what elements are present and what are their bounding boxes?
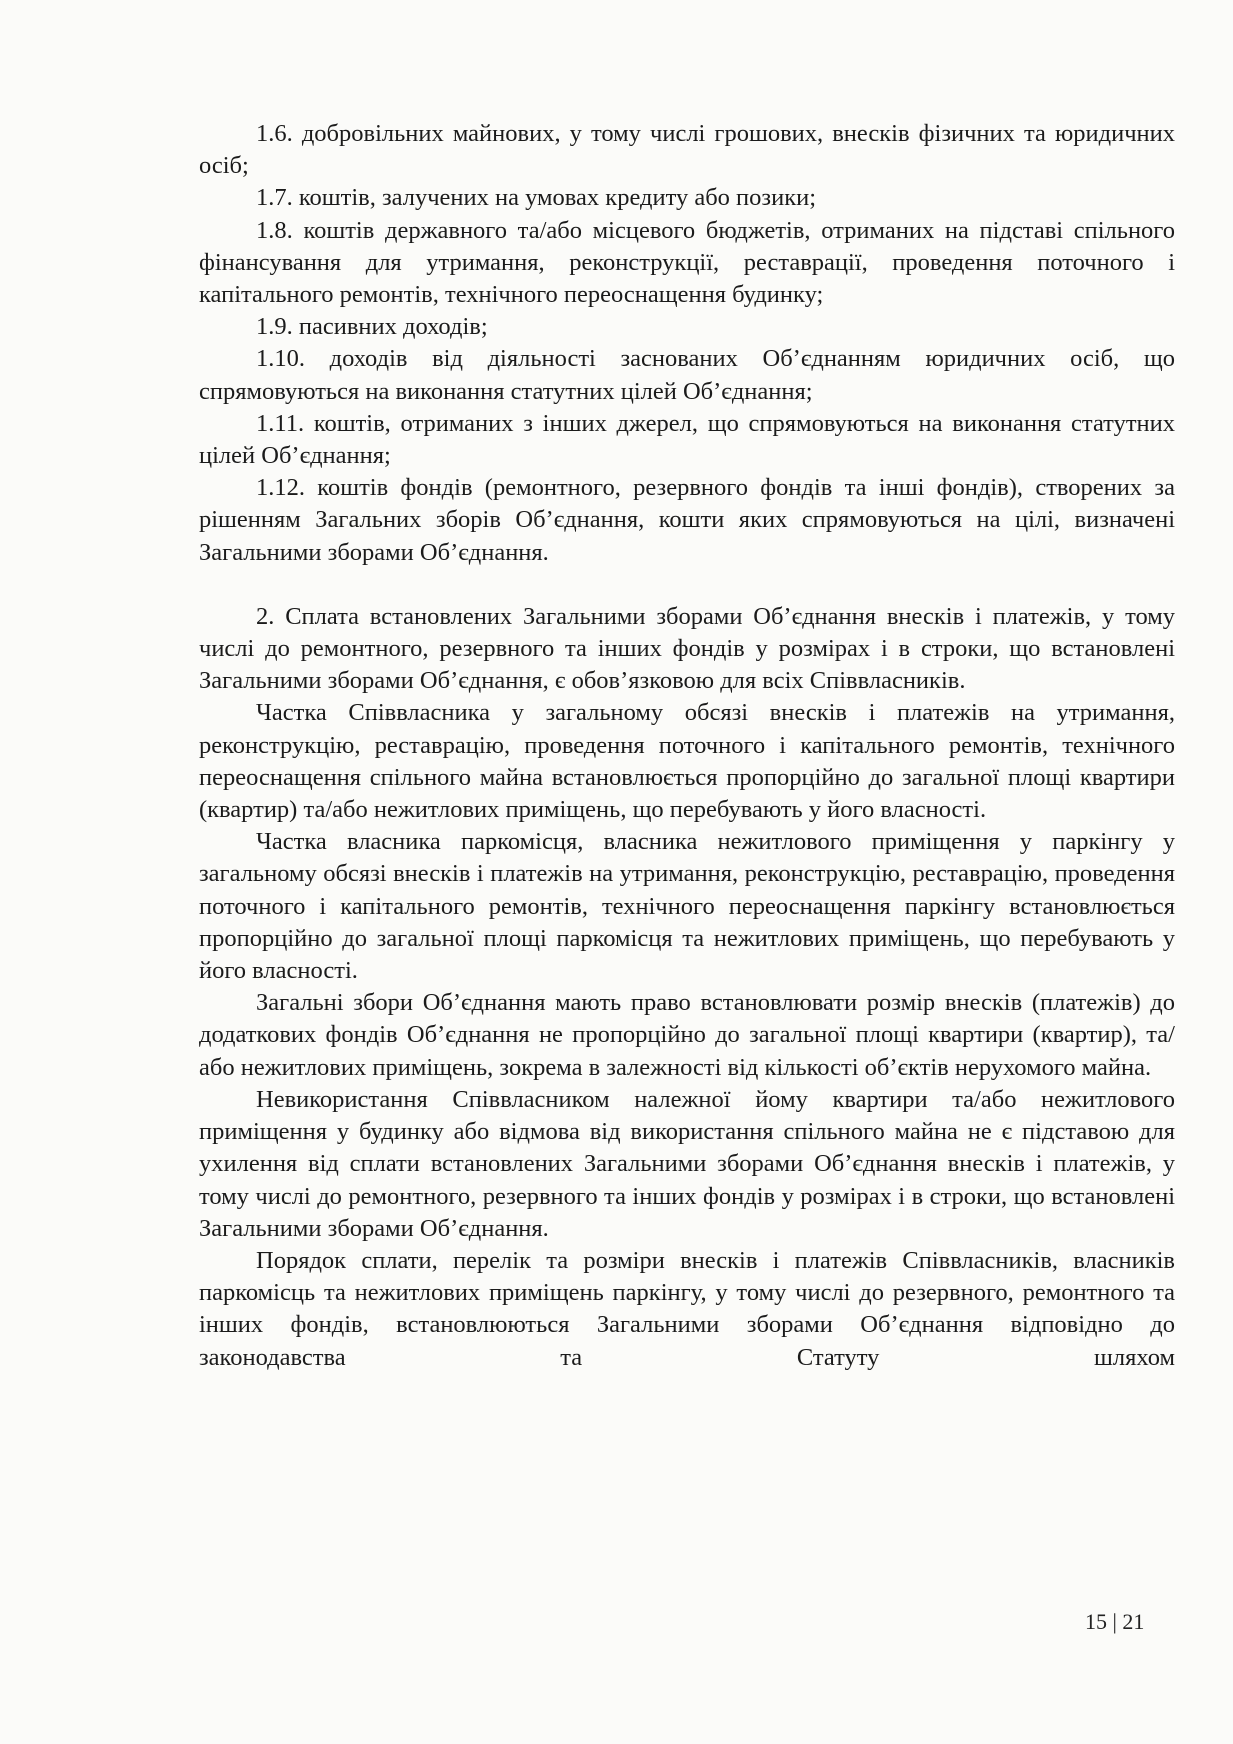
paragraph-non-use: Невикористання Співвласником належної йому квартири та/або нежитлового приміщення у будинку або відмова від використання спільного майна не є підставою для ухилення від сплати встановлених Загальними зборами Об’єднання внесків і платежів, у тому числі до ремонтного, резервного та інших фондів у розмірах і в строки, що встановлені Загальними зборами Об’єднання. [199, 1085, 1175, 1242]
paragraph-1-12: 1.12. коштів фондів (ремонтного, резервного фондів та інші фондів), створених за рішенням Загальних зборів Об’єднання, кошти яких спрямовуються на цілі, визначені Загальними зборами Об’єднання. [199, 474, 1175, 566]
page-number: 15 | 21 [1085, 1609, 1145, 1634]
paragraph-1-11: 1.11. коштів, отриманих з інших джерел, що спрямовуються на виконання статутних цілей Об’єднання; [199, 409, 1175, 470]
document-page [199, 118, 1175, 1374]
paragraph-payment-procedure: Порядок сплати, перелік та розміри внесків і платежів Співвласників, власників паркомісць та нежитлових приміщень паркінгу, у тому числі до резервного, ремонтного та інших фондів, встановлюються Загальними зборами Об’єднання відповідно до законодавства та Статуту шляхом [199, 1246, 1175, 1371]
paragraph-2: 2. Сплата встановлених Загальними зборами Об’єднання внесків і платежів, у тому числі до ремонтного, резервного та інших фондів у розмірах і в строки, що встановлені Загальними зборами Об’єднання, є обов’язковою для всіх Співвласників. [199, 602, 1175, 695]
paragraph-1-10: 1.10. доходів від діяльності заснованих Об’єднанням юридичних осіб, що спрямовуються на виконання статутних цілей Об’єднання; [199, 345, 1175, 405]
paragraph-additional-funds: Загальні збори Об’єднання мають право встановлювати розмір внесків (платежів) до додаткових фондів Об’єднання не пропорційно до загальної площі квартири (квартир), та/або нежитлових приміщень, зокрема в залежності від кількості об’єктів нерухомого майна. [199, 989, 1175, 1081]
paragraph-parking-share: Частка власника паркомісця, власника нежитлового приміщення у паркінгу у загальному обсязі внесків і платежів на утримання, реконструкцію, реставрацію, проведення поточного і капітального ремонтів, технічного переоснащення паркінгу встановлюється пропорційно до загальної площі паркомісця та нежитлових приміщень, що перебувають у його власності. [199, 828, 1175, 985]
paragraph-1-8: 1.8. коштів державного та/або місцевого бюджетів, отриманих на підставі спільного фінансування для утримання, реконструкції, реставрації, проведення поточного і капітального ремонтів, технічного переоснащення будинку; [199, 216, 1175, 309]
paragraph-1-6: 1.6. добровільних майнових, у тому числі грошових, внесків фізичних та юридичних осіб; [199, 120, 1175, 180]
paragraph-1-7: 1.7. коштів, залучених на умовах кредиту або позики; [256, 184, 817, 212]
paragraph-1-9: 1.9. пасивних доходів; [256, 313, 488, 341]
paragraph-co-owner-share: Частка Співвласника у загальному обсязі внесків і платежів на утримання, реконструкцію, реставрацію, проведення поточного і капітального ремонтів, технічного переоснащення спільного майна встановлюється пропорційно до загальної площі квартири (квартир) та/або нежитлових приміщень, що перебувають у його власності. [199, 699, 1175, 824]
